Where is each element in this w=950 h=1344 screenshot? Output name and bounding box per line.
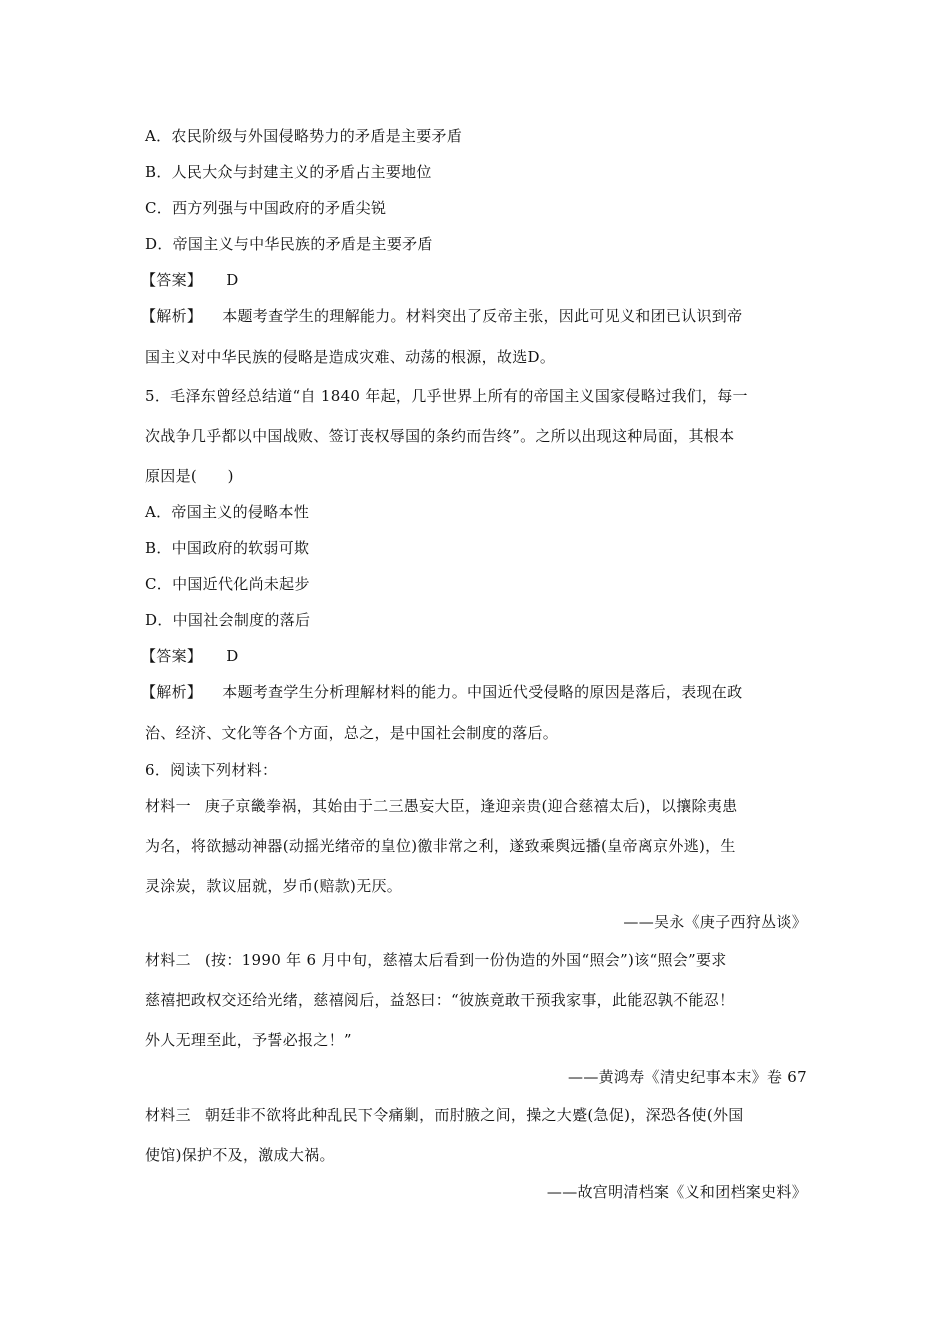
q6-material2-label: 材料二	[145, 951, 191, 969]
q4-analysis-line2: 国主义对中华民族的侵略是造成灾难、动荡的根源，故选D。	[145, 348, 556, 366]
q6-material2-line1: (按：1990 年 6 月中旬，慈禧太后看到一份伪造的外国“照会”)该“照会”要求	[204, 951, 727, 969]
q4-analysis-label: 【解析】	[141, 307, 203, 325]
q5-option-b: B．中国政府的软弱可欺	[145, 539, 310, 557]
q5-analysis	[141, 682, 810, 702]
q5-stem-line2: 次战争几乎都以中国战败、签订丧权辱国的条约而告终”。之所以出现这种局面，其根本	[145, 427, 735, 445]
q6-material2-line3: 外人无理至此，予誓必报之！”	[145, 1031, 352, 1049]
q6-material3-source: ——故宫明清档案《义和团档案史料》	[546, 1183, 807, 1201]
q6-material1	[145, 796, 810, 816]
q6-material1-line2: 为名，将欲撼动神器(动摇光绪帝的皇位)徼非常之利，遂致乘舆远播(皇帝离京外逃)，生	[145, 837, 736, 855]
q6-material1-line3: 灵涂炭，款议屈就，岁币(赔款)无厌。	[145, 877, 403, 895]
q5-analysis-label: 【解析】	[141, 683, 203, 701]
q4-option-a: A．农民阶级与外国侵略势力的矛盾是主要矛盾	[145, 127, 463, 145]
q5-stem-line3: 原因是( )	[145, 467, 234, 485]
q4-option-d: D．帝国主义与中华民族的矛盾是主要矛盾	[145, 235, 433, 253]
q5-answer-value: D	[226, 647, 239, 665]
q6-material2-line2: 慈禧把政权交还给光绪，慈禧阅后，益怒曰：“彼族竟敢干预我家事，此能忍孰不能忍！	[145, 991, 735, 1009]
q6-material1-source: ——吴永《庚子西狩丛谈》	[623, 913, 807, 931]
q5-analysis-line2: 治、经济、文化等各个方面，总之，是中国社会制度的落后。	[145, 724, 559, 742]
q4-answer	[141, 270, 810, 290]
q6-material1-label: 材料一	[145, 797, 191, 815]
q6-stem: 6．阅读下列材料：	[145, 761, 278, 779]
q6-material3	[145, 1105, 810, 1125]
q4-answer-value: D	[226, 271, 239, 289]
q5-stem-line1: 5．毛泽东曾经总结道“自 1840 年起，几乎世界上所有的帝国主义国家侵略过我们，每一	[145, 387, 748, 405]
q4-analysis-line1: 本题考查学生的理解能力。材料突出了反帝主张，因此可见义和团已认识到帝	[222, 307, 743, 325]
q6-material3-line2: 使馆)保护不及，激成大祸。	[145, 1146, 335, 1164]
q6-material3-label: 材料三	[145, 1106, 191, 1124]
q6-material3-line1: 朝廷非不欲将此种乱民下令痛剿，而肘腋之间，操之大蹙(急促)，深恐各使(外国	[204, 1106, 744, 1124]
q5-option-c: C．中国近代化尚未起步	[145, 575, 310, 593]
q4-option-b: B．人民大众与封建主义的矛盾占主要地位	[145, 163, 432, 181]
q5-answer	[141, 646, 810, 666]
q6-material2	[145, 950, 810, 970]
q4-answer-label: 【答案】	[141, 271, 203, 289]
q6-material1-line1: 庚子京畿拳祸，其始由于二三愚妄大臣，逢迎亲贵(迎合慈禧太后)，以攘除夷患	[204, 797, 738, 815]
q4-analysis	[141, 306, 810, 326]
q5-option-d: D．中国社会制度的落后	[145, 611, 311, 629]
q4-option-c: C．西方列强与中国政府的矛盾尖锐	[145, 199, 387, 217]
q5-answer-label: 【答案】	[141, 647, 203, 665]
q6-material2-source: ——黄鸿寿《清史纪事本末》卷 67	[568, 1068, 807, 1086]
q5-option-a: A．帝国主义的侵略本性	[145, 503, 310, 521]
q5-analysis-line1: 本题考查学生分析理解材料的能力。中国近代受侵略的原因是落后，表现在政	[222, 683, 743, 701]
